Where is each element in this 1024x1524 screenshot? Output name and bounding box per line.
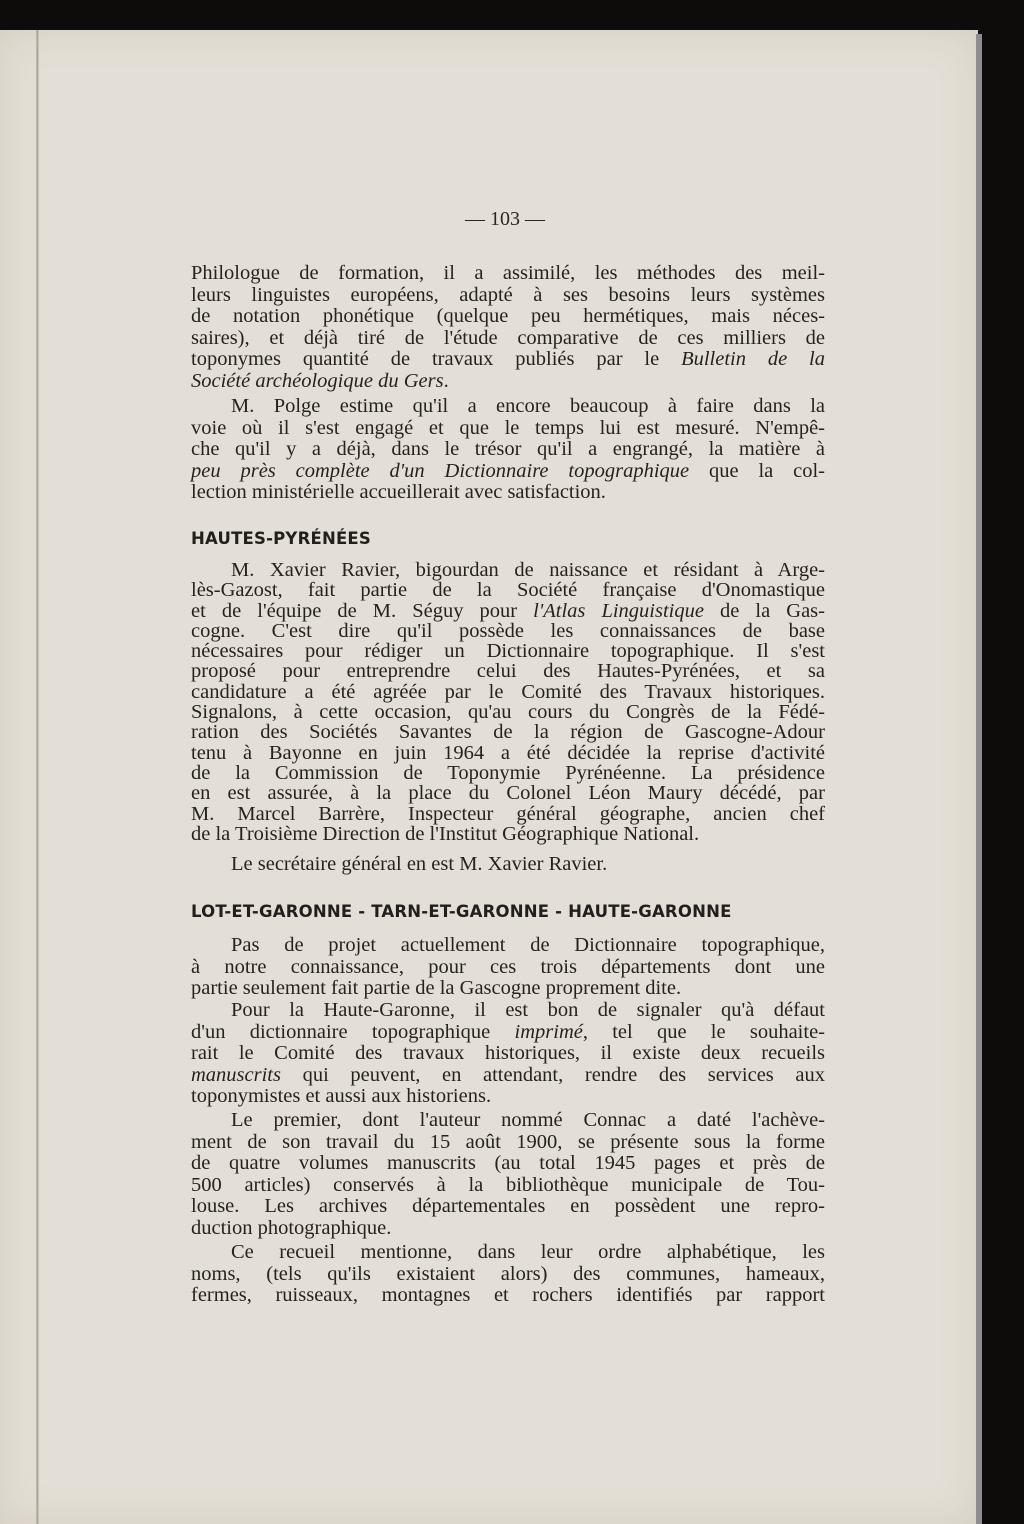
text-line: voie où il s'est engagé et que le temps lui est mesuré. N'empê- [191, 416, 825, 439]
text-line: fermes, ruisseaux, montagnes et rochers identifiés par rapport [191, 1284, 825, 1306]
section-heading-hautes-pyrenees: HAUTES-PYRÉNÉES [191, 529, 371, 548]
paragraph [191, 560, 825, 844]
page-edge [976, 34, 982, 1524]
text-line: Pas de projet actuellement de Dictionnaire topographique, [231, 934, 825, 956]
text-line: de la Troisième Direction de l'Institut Géographique National. [191, 822, 700, 845]
paragraph [191, 935, 825, 1000]
text-line: toponymes quantité de travaux publiés par le Bulletin de la [191, 348, 825, 370]
book-gutter [36, 30, 39, 1524]
text-line: peu près complète d'un Dictionnaire topographique que la col- [191, 459, 826, 482]
text-line: manuscrits qui peuvent, en attendant, rendre des services aux [191, 1063, 825, 1086]
text-line: toponymistes et aussi aux historiens. [191, 1085, 492, 1107]
text-line: Société archéologique du Gers. [191, 369, 449, 392]
text-line: à notre connaissance, pour ces trois départements dont une [191, 955, 825, 978]
italic-text: Bulletin de la [681, 348, 825, 370]
text-line: partie seulement fait partie de la Gascogne proprement dite. [191, 977, 682, 999]
italic-text: Société archéologique du Gers [191, 369, 444, 392]
text-line: de quatre volumes manuscrits (au total 1945 pages et près de [191, 1152, 825, 1174]
text-line: Pour la Haute-Garonne, il est bon de signaler qu'à défaut [231, 999, 825, 1021]
text-line: leurs linguistes européens, adapté à ses besoins leurs systèmes [191, 283, 825, 306]
text-line: de notation phonétique (quelque peu hermétiques, mais néces- [191, 305, 825, 327]
text-line: ration des Sociétés Savantes de la région de Gascogne-Adour [191, 721, 825, 744]
italic-text: manuscrits [191, 1063, 281, 1086]
italic-text: imprimé [514, 1020, 583, 1043]
paragraph [191, 854, 825, 876]
text-line: 500 articles) conservés à la bibliothèque municipale de Tou- [191, 1173, 825, 1196]
text-line: Signalons, à cette occasion, qu'au cours du Congrès de la Fédé- [191, 701, 825, 724]
text-line: tenu à Bayonne en juin 1964 a été décidée la reprise d'activité [191, 741, 825, 764]
text-line: noms, (tels qu'ils existaient alors) des communes, hameaux, [191, 1262, 825, 1285]
text-line: et de l'équipe de M. Séguy pour l'Atlas Linguistique de la Gas- [191, 599, 825, 622]
text-line: candidature a été agréée par le Comité des Travaux historiques. [191, 680, 825, 703]
text-line: duction photographique. [191, 1216, 392, 1239]
text-line: ment de son travail du 15 août 1900, se présente sous la forme [191, 1130, 825, 1153]
text-line: Ce recueil mentionne, dans leur ordre alphabétique, les [231, 1241, 825, 1263]
text-line: Philologue de formation, il a assimilé, les méthodes des meil- [191, 262, 825, 284]
section-heading-garonne: LOT-ET-GARONNE - TARN-ET-GARONNE - HAUTE-GARONNE [191, 902, 732, 921]
paragraph [191, 1000, 825, 1108]
text-line: d'un dictionnaire topographique imprimé, tel que le souhaite- [191, 1020, 825, 1043]
text-line: rait le Comité des travaux historiques, il existe deux recueils [191, 1042, 825, 1064]
paragraph [191, 1242, 825, 1307]
text-line: lès-Gazost, fait partie de la Société française d'Onomastique [191, 579, 825, 602]
text-line: M. Polge estime qu'il a encore beaucoup à faire dans la [231, 395, 825, 417]
text-line: proposé pour entreprendre celui des Hautes-Pyrénées, et sa [191, 660, 825, 683]
italic-text: peu près complète d'un Dictionnaire topographique [191, 459, 690, 482]
paragraph [191, 263, 825, 392]
text-line: saires), et déjà tiré de l'étude comparative de ces milliers de [191, 326, 825, 349]
text-line: en est assurée, à la place du Colonel Léon Maury décédé, par [191, 782, 825, 805]
text-line: cogne. C'est dire qu'il possède les connaissances de base [191, 619, 825, 642]
paragraph [191, 1110, 825, 1239]
page-number: — 103 — [465, 208, 545, 230]
text-line: nécessaires pour rédiger un Dictionnaire topographique. Il s'est [191, 640, 825, 663]
text-line: M. Marcel Barrère, Inspecteur général géographe, ancien chef [191, 802, 825, 825]
text-line: louse. Les archives départementales en possèdent une repro- [191, 1195, 825, 1217]
text-line: M. Xavier Ravier, bigourdan de naissance et résidant à Arge- [231, 559, 825, 581]
italic-text: l'Atlas Linguistique [533, 599, 704, 622]
text-line: Le premier, dont l'auteur nommé Connac a daté l'achève- [231, 1109, 825, 1131]
paragraph [191, 396, 825, 504]
text-line: Le secrétaire général en est M. Xavier Ravier. [231, 853, 608, 875]
text-line: lection ministérielle accueillerait avec satisfaction. [191, 481, 606, 503]
text-line: che qu'il y a déjà, dans le trésor qu'il a engrangé, la matière à [191, 438, 825, 460]
text-line: de la Commission de Toponymie Pyrénéenne. La présidence [191, 761, 825, 784]
